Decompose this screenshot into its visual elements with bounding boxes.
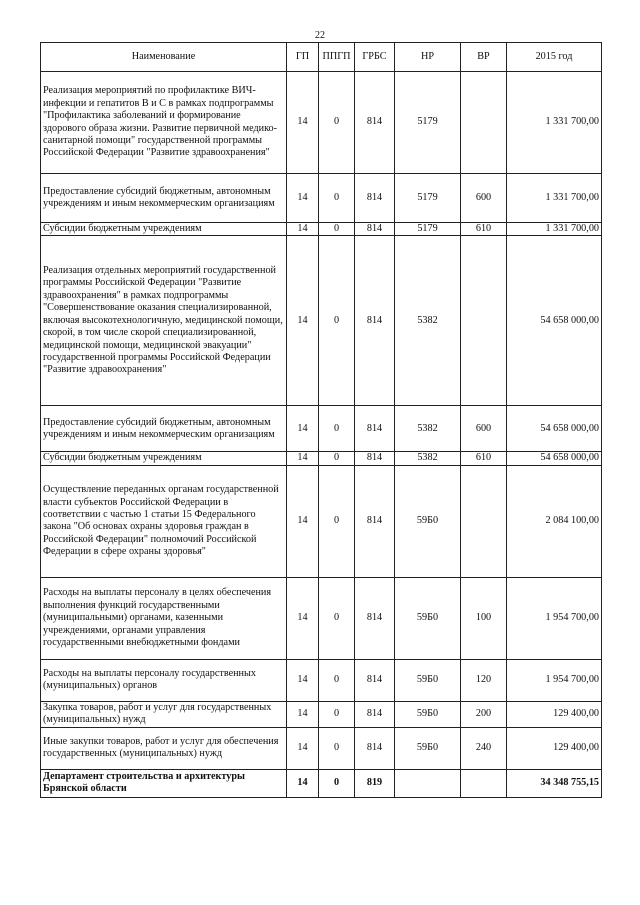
cell-name: Иные закупки товаров, работ и услуг для обеспечения государственных (муниципальных) нужд [41, 727, 287, 769]
cell-ppgp: 0 [319, 769, 355, 797]
cell-name: Осуществление переданных органам государственной власти субъектов Российской Федерации в соответствии с частью 1 статьи 15 Федерального закона "Об основах охраны здоровья граждан в Российской Федерации" полномочий Российской Федерации в сфере охраны здоровья" [41, 465, 287, 577]
cell-amount: 1 954 700,00 [507, 659, 602, 701]
cell-vr: 120 [461, 659, 507, 701]
cell-grbs: 814 [355, 223, 395, 236]
cell-gp: 14 [287, 452, 319, 465]
cell-ppgp: 0 [319, 72, 355, 174]
cell-name: Реализация отдельных мероприятий государственной программы Российской Федерации "Развитие здравоохранения" в рамках подпрограммы "Совершенствование оказания специализированной, включая высокотехнологичную, медицинской помощи, скорой, в том числе скорой специализированной, медицинской помощи, медицинской эвакуации" государственной программы Российской Федерации "Развитие здравоохранения" [41, 236, 287, 406]
table-row [41, 727, 602, 769]
cell-amount: 1 331 700,00 [507, 223, 602, 236]
cell-grbs: 814 [355, 236, 395, 406]
cell-gp: 14 [287, 406, 319, 452]
cell-name: Предоставление субсидий бюджетным, автономным учреждениям и иным некоммерческим организациям [41, 174, 287, 223]
cell-nr: 5382 [395, 452, 461, 465]
table-row [41, 465, 602, 577]
table-row [41, 174, 602, 223]
cell-vr [461, 72, 507, 174]
cell-vr: 600 [461, 406, 507, 452]
cell-ppgp: 0 [319, 465, 355, 577]
table-row [41, 577, 602, 659]
cell-nr: 5382 [395, 236, 461, 406]
cell-ppgp: 0 [319, 727, 355, 769]
cell-gp: 14 [287, 727, 319, 769]
table-row [41, 236, 602, 406]
cell-grbs: 814 [355, 174, 395, 223]
cell-vr: 200 [461, 701, 507, 727]
cell-vr: 240 [461, 727, 507, 769]
cell-ppgp: 0 [319, 406, 355, 452]
cell-grbs: 814 [355, 659, 395, 701]
budget-table [40, 42, 602, 798]
table-body [41, 72, 602, 798]
cell-ppgp: 0 [319, 174, 355, 223]
cell-gp: 14 [287, 659, 319, 701]
header-name: Наименование [41, 43, 287, 72]
header-row [41, 43, 602, 72]
cell-gp: 14 [287, 72, 319, 174]
cell-vr [461, 465, 507, 577]
cell-grbs: 814 [355, 727, 395, 769]
cell-ppgp: 0 [319, 701, 355, 727]
cell-vr [461, 769, 507, 797]
table-row [41, 769, 602, 797]
cell-name: Субсидии бюджетным учреждениям [41, 223, 287, 236]
header-year: 2015 год [507, 43, 602, 72]
cell-nr: 59Б0 [395, 727, 461, 769]
cell-name: Расходы на выплаты персоналу государственных (муниципальных) органов [41, 659, 287, 701]
cell-amount: 54 658 000,00 [507, 452, 602, 465]
cell-grbs: 814 [355, 72, 395, 174]
cell-grbs: 814 [355, 406, 395, 452]
cell-name: Закупка товаров, работ и услуг для государственных (муниципальных) нужд [41, 701, 287, 727]
cell-nr: 59Б0 [395, 701, 461, 727]
cell-gp: 14 [287, 769, 319, 797]
cell-name: Реализация мероприятий по профилактике ВИЧ-инфекции и гепатитов В и С в рамках подпрограммы "Профилактика заболеваний и формирование здорового образа жизни. Развитие первичной медико-санитарной помощи" государственной программы Российской Федерации "Развитие здравоохранения" [41, 72, 287, 174]
cell-vr: 610 [461, 223, 507, 236]
cell-amount: 34 348 755,15 [507, 769, 602, 797]
cell-nr: 5179 [395, 223, 461, 236]
cell-amount: 54 658 000,00 [507, 236, 602, 406]
table-row [41, 701, 602, 727]
cell-name: Предоставление субсидий бюджетным, автономным учреждениям и иным некоммерческим организациям [41, 406, 287, 452]
cell-nr [395, 769, 461, 797]
cell-nr: 5179 [395, 72, 461, 174]
table-row [41, 659, 602, 701]
cell-amount: 1 331 700,00 [507, 72, 602, 174]
cell-amount: 54 658 000,00 [507, 406, 602, 452]
table-row [41, 406, 602, 452]
cell-gp: 14 [287, 223, 319, 236]
cell-name: Субсидии бюджетным учреждениям [41, 452, 287, 465]
header-vr: ВР [461, 43, 507, 72]
cell-nr: 59Б0 [395, 465, 461, 577]
cell-vr: 610 [461, 452, 507, 465]
cell-gp: 14 [287, 701, 319, 727]
cell-name: Департамент строительства и архитектуры Брянской области [41, 769, 287, 797]
header-nr: НР [395, 43, 461, 72]
cell-gp: 14 [287, 236, 319, 406]
cell-amount: 1 954 700,00 [507, 577, 602, 659]
cell-gp: 14 [287, 577, 319, 659]
table-row [41, 452, 602, 465]
cell-amount: 129 400,00 [507, 727, 602, 769]
cell-ppgp: 0 [319, 659, 355, 701]
cell-vr: 100 [461, 577, 507, 659]
table-row [41, 72, 602, 174]
cell-nr: 59Б0 [395, 659, 461, 701]
cell-nr: 5179 [395, 174, 461, 223]
cell-grbs: 814 [355, 701, 395, 727]
cell-ppgp: 0 [319, 223, 355, 236]
cell-ppgp: 0 [319, 236, 355, 406]
cell-grbs: 814 [355, 465, 395, 577]
cell-vr [461, 236, 507, 406]
cell-gp: 14 [287, 174, 319, 223]
cell-nr: 59Б0 [395, 577, 461, 659]
cell-ppgp: 0 [319, 577, 355, 659]
header-grbs: ГРБС [355, 43, 395, 72]
cell-grbs: 819 [355, 769, 395, 797]
cell-nr: 5382 [395, 406, 461, 452]
cell-amount: 2 084 100,00 [507, 465, 602, 577]
cell-amount: 129 400,00 [507, 701, 602, 727]
cell-grbs: 814 [355, 452, 395, 465]
table-row [41, 223, 602, 236]
header-gp: ГП [287, 43, 319, 72]
cell-name: Расходы на выплаты персоналу в целях обеспечения выполнения функций государственными (муниципальными) органами, казенными учреждениями, органами управления государственными внебюджетными фондами [41, 577, 287, 659]
cell-grbs: 814 [355, 577, 395, 659]
cell-vr: 600 [461, 174, 507, 223]
cell-gp: 14 [287, 465, 319, 577]
page-number: 22 [315, 30, 325, 41]
cell-amount: 1 331 700,00 [507, 174, 602, 223]
cell-ppgp: 0 [319, 452, 355, 465]
header-ppgp: ППГП [319, 43, 355, 72]
